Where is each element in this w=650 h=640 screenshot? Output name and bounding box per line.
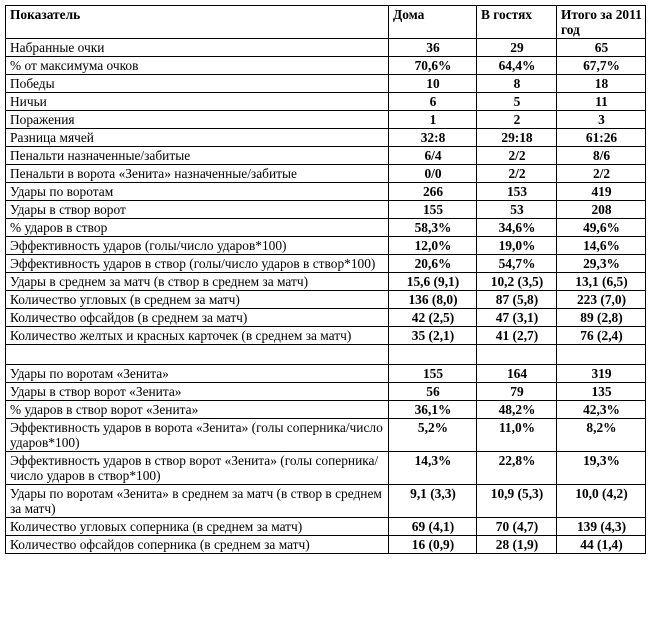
row-label: Количество угловых соперника (в среднем за матч) bbox=[6, 518, 389, 536]
cell-home: 58,3% bbox=[389, 219, 477, 237]
table-row bbox=[6, 129, 646, 147]
cell-home: 136 (8,0) bbox=[389, 291, 477, 309]
cell-home: 20,6% bbox=[389, 255, 477, 273]
cell-away: 34,6% bbox=[477, 219, 557, 237]
cell-total: 14,6% bbox=[557, 237, 646, 255]
table-row bbox=[6, 383, 646, 401]
row-label: Количество угловых (в среднем за матч) bbox=[6, 291, 389, 309]
cell-total: 42,3% bbox=[557, 401, 646, 419]
row-label: % от максимума очков bbox=[6, 57, 389, 75]
cell-total: 8/6 bbox=[557, 147, 646, 165]
cell-away: 2 bbox=[477, 111, 557, 129]
header-home: Дома bbox=[389, 6, 477, 39]
table-row bbox=[6, 419, 646, 452]
cell-home: 155 bbox=[389, 201, 477, 219]
cell-away: 54,7% bbox=[477, 255, 557, 273]
table-row bbox=[6, 93, 646, 111]
cell-home: 0/0 bbox=[389, 165, 477, 183]
cell-total: 10,0 (4,2) bbox=[557, 485, 646, 518]
cell-home: 15,6 (9,1) bbox=[389, 273, 477, 291]
cell-home: 35 (2,1) bbox=[389, 327, 477, 345]
header-total: Итого за 2011 год bbox=[557, 6, 646, 39]
table-row bbox=[6, 536, 646, 554]
cell-home: 266 bbox=[389, 183, 477, 201]
cell-away: 47 (3,1) bbox=[477, 309, 557, 327]
table-row bbox=[6, 309, 646, 327]
cell-home: 36,1% bbox=[389, 401, 477, 419]
table-row bbox=[6, 201, 646, 219]
row-label: % ударов в створ ворот «Зенита» bbox=[6, 401, 389, 419]
spacer-row bbox=[6, 345, 646, 365]
table-row bbox=[6, 147, 646, 165]
cell-home: 36 bbox=[389, 39, 477, 57]
row-label: Разница мячей bbox=[6, 129, 389, 147]
row-label: Удары в створ ворот «Зенита» bbox=[6, 383, 389, 401]
cell-away: 48,2% bbox=[477, 401, 557, 419]
cell-away: 29 bbox=[477, 39, 557, 57]
cell-total: 13,1 (6,5) bbox=[557, 273, 646, 291]
cell-home: 32:8 bbox=[389, 129, 477, 147]
cell-total: 65 bbox=[557, 39, 646, 57]
row-label: Эффективность ударов в створ ворот «Зенита» (голы соперника/число ударов в створ*100) bbox=[6, 452, 389, 485]
cell-away: 2/2 bbox=[477, 165, 557, 183]
cell-away: 11,0% bbox=[477, 419, 557, 452]
row-label: Удары по воротам «Зенита» bbox=[6, 365, 389, 383]
cell-home: 70,6% bbox=[389, 57, 477, 75]
table-row bbox=[6, 165, 646, 183]
table-row bbox=[6, 401, 646, 419]
cell-total: 3 bbox=[557, 111, 646, 129]
table-row bbox=[6, 518, 646, 536]
row-label: Пенальти в ворота «Зенита» назначенные/забитые bbox=[6, 165, 389, 183]
cell-total: 49,6% bbox=[557, 219, 646, 237]
row-label: Удары по воротам bbox=[6, 183, 389, 201]
table-row bbox=[6, 485, 646, 518]
cell-total: 11 bbox=[557, 93, 646, 111]
cell-total: 139 (4,3) bbox=[557, 518, 646, 536]
row-label: Удары в створ ворот bbox=[6, 201, 389, 219]
cell-total: 18 bbox=[557, 75, 646, 93]
cell-total: 8,2% bbox=[557, 419, 646, 452]
row-label: Пенальти назначенные/забитые bbox=[6, 147, 389, 165]
cell-away: 10,9 (5,3) bbox=[477, 485, 557, 518]
cell-home: 69 (4,1) bbox=[389, 518, 477, 536]
table-row bbox=[6, 39, 646, 57]
cell-away: 153 bbox=[477, 183, 557, 201]
table-row bbox=[6, 111, 646, 129]
cell-home: 56 bbox=[389, 383, 477, 401]
cell-home: 9,1 (3,3) bbox=[389, 485, 477, 518]
table-body-main bbox=[6, 39, 646, 345]
cell-away: 22,8% bbox=[477, 452, 557, 485]
cell-home: 12,0% bbox=[389, 237, 477, 255]
row-label: Победы bbox=[6, 75, 389, 93]
cell-total: 44 (1,4) bbox=[557, 536, 646, 554]
table-row bbox=[6, 255, 646, 273]
cell-total: 135 bbox=[557, 383, 646, 401]
table-spacer bbox=[6, 345, 646, 365]
cell-home: 10 bbox=[389, 75, 477, 93]
table-row bbox=[6, 365, 646, 383]
header-indicator: Показатель bbox=[6, 6, 389, 39]
table-row bbox=[6, 237, 646, 255]
cell-away: 164 bbox=[477, 365, 557, 383]
cell-total: 76 (2,4) bbox=[557, 327, 646, 345]
row-label: Ничьи bbox=[6, 93, 389, 111]
table-row bbox=[6, 291, 646, 309]
cell-home: 1 bbox=[389, 111, 477, 129]
table-row bbox=[6, 327, 646, 345]
cell-total: 61:26 bbox=[557, 129, 646, 147]
table-row bbox=[6, 452, 646, 485]
table-row bbox=[6, 57, 646, 75]
cell-home: 155 bbox=[389, 365, 477, 383]
stats-table bbox=[5, 5, 646, 554]
cell-away: 41 (2,7) bbox=[477, 327, 557, 345]
cell-total: 319 bbox=[557, 365, 646, 383]
cell-away: 19,0% bbox=[477, 237, 557, 255]
cell-home: 16 (0,9) bbox=[389, 536, 477, 554]
cell-away: 87 (5,8) bbox=[477, 291, 557, 309]
row-label: Количество офсайдов (в среднем за матч) bbox=[6, 309, 389, 327]
cell-away: 2/2 bbox=[477, 147, 557, 165]
cell-away: 10,2 (3,5) bbox=[477, 273, 557, 291]
cell-away: 5 bbox=[477, 93, 557, 111]
table-row bbox=[6, 273, 646, 291]
cell-total: 419 bbox=[557, 183, 646, 201]
row-label: Поражения bbox=[6, 111, 389, 129]
table-row bbox=[6, 75, 646, 93]
row-label: Набранные очки bbox=[6, 39, 389, 57]
cell-away: 79 bbox=[477, 383, 557, 401]
row-label: Эффективность ударов в створ (голы/число ударов в створ*100) bbox=[6, 255, 389, 273]
table-row bbox=[6, 183, 646, 201]
cell-home: 6 bbox=[389, 93, 477, 111]
cell-home: 14,3% bbox=[389, 452, 477, 485]
row-label: Эффективность ударов в ворота «Зенита» (голы соперника/число ударов*100) bbox=[6, 419, 389, 452]
table-header-row bbox=[6, 6, 646, 39]
row-label: Удары по воротам «Зенита» в среднем за матч (в створ в среднем за матч) bbox=[6, 485, 389, 518]
cell-away: 8 bbox=[477, 75, 557, 93]
row-label: Количество желтых и красных карточек (в среднем за матч) bbox=[6, 327, 389, 345]
table-row bbox=[6, 219, 646, 237]
cell-home: 5,2% bbox=[389, 419, 477, 452]
cell-away: 28 (1,9) bbox=[477, 536, 557, 554]
cell-total: 67,7% bbox=[557, 57, 646, 75]
cell-total: 2/2 bbox=[557, 165, 646, 183]
table-body-opponent bbox=[6, 365, 646, 554]
cell-away: 29:18 bbox=[477, 129, 557, 147]
cell-total: 19,3% bbox=[557, 452, 646, 485]
cell-total: 29,3% bbox=[557, 255, 646, 273]
cell-total: 223 (7,0) bbox=[557, 291, 646, 309]
row-label: Удары в среднем за матч (в створ в среднем за матч) bbox=[6, 273, 389, 291]
header-away: В гостях bbox=[477, 6, 557, 39]
stats-document bbox=[5, 5, 646, 554]
row-label: Количество офсайдов соперника (в среднем за матч) bbox=[6, 536, 389, 554]
cell-total: 89 (2,8) bbox=[557, 309, 646, 327]
cell-home: 42 (2,5) bbox=[389, 309, 477, 327]
cell-home: 6/4 bbox=[389, 147, 477, 165]
cell-away: 70 (4,7) bbox=[477, 518, 557, 536]
cell-total: 208 bbox=[557, 201, 646, 219]
row-label: % ударов в створ bbox=[6, 219, 389, 237]
cell-away: 53 bbox=[477, 201, 557, 219]
row-label: Эффективность ударов (голы/число ударов*100) bbox=[6, 237, 389, 255]
cell-away: 64,4% bbox=[477, 57, 557, 75]
